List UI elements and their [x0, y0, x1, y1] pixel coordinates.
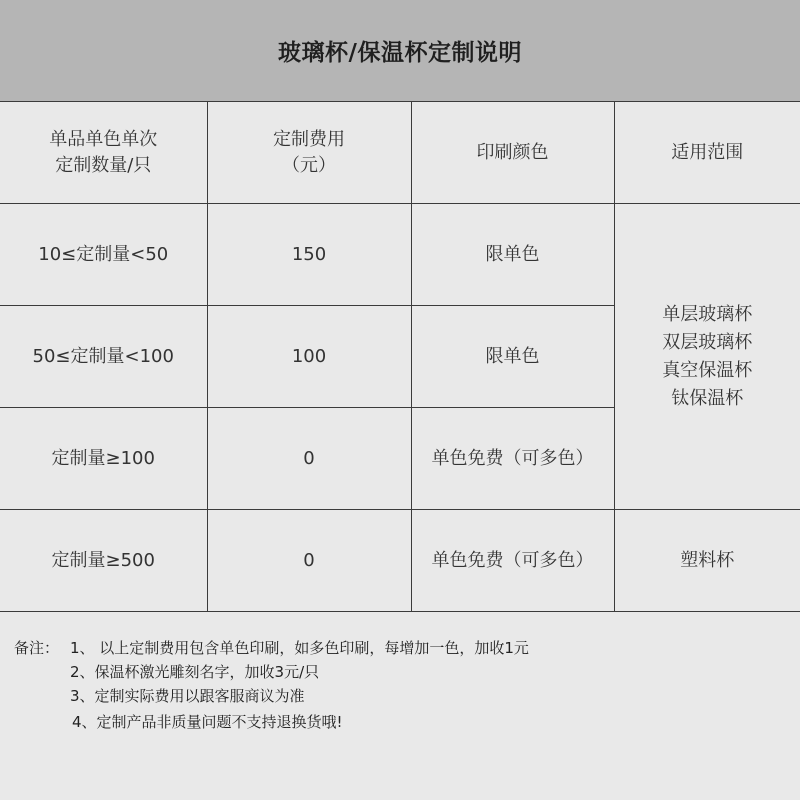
- note-item: 3、定制实际费用以跟客服商议为准: [70, 687, 305, 705]
- header-print-color-line: 印刷颜色: [476, 141, 549, 163]
- table-row: [0, 510, 800, 612]
- cell-print-color: 限单色: [411, 306, 614, 408]
- scope-line: 钛保温杯: [671, 387, 744, 409]
- header-scope-line: 适用范围: [671, 141, 744, 163]
- table-header-row: [0, 102, 800, 204]
- page-title: 玻璃杯/保温杯定制说明: [278, 39, 522, 66]
- header-quantity-line: 定制数量/只: [55, 154, 152, 176]
- table-row: [0, 204, 800, 306]
- note-item: 4、定制产品非质量问题不支持退换货哦!: [72, 713, 343, 731]
- scope-line: 单层玻璃杯: [662, 303, 753, 325]
- cell-scope: 塑料杯: [614, 510, 800, 612]
- header-fee: [207, 102, 411, 204]
- cell-print-color: 单色免费（可多色）: [411, 408, 614, 510]
- cell-quantity: 10≤定制量<50: [0, 204, 207, 306]
- header-quantity-line: 单品单色单次: [49, 128, 158, 150]
- scope-line: 双层玻璃杯: [662, 331, 753, 353]
- cell-print-color: 限单色: [411, 204, 614, 306]
- scope-line: 真空保温杯: [662, 359, 753, 381]
- cell-fee: 0: [207, 408, 411, 510]
- header-scope: [614, 102, 800, 204]
- title-band: [0, 0, 800, 102]
- note-item: 1、 以上定制费用包含单色印刷，如多色印刷，每增加一色，加收1元: [70, 639, 529, 657]
- header-fee-line: 定制费用: [273, 128, 345, 150]
- notes-label: 备注：: [14, 639, 60, 657]
- cell-scope-merged: [614, 204, 800, 510]
- cell-quantity: 定制量≥100: [0, 408, 207, 510]
- cell-fee: 0: [207, 510, 411, 612]
- cell-fee: 100: [207, 306, 411, 408]
- cell-quantity: 50≤定制量<100: [0, 306, 207, 408]
- customization-table: [0, 101, 800, 612]
- header-fee-line: （元）: [282, 154, 336, 176]
- header-quantity: [0, 102, 207, 204]
- header-print-color: [411, 102, 614, 204]
- cell-fee: 150: [207, 204, 411, 306]
- cell-quantity: 定制量≥500: [0, 510, 207, 612]
- cell-print-color: 单色免费（可多色）: [411, 510, 614, 612]
- note-item: 2、保温杯激光雕刻名字，加收3元/只: [70, 663, 320, 681]
